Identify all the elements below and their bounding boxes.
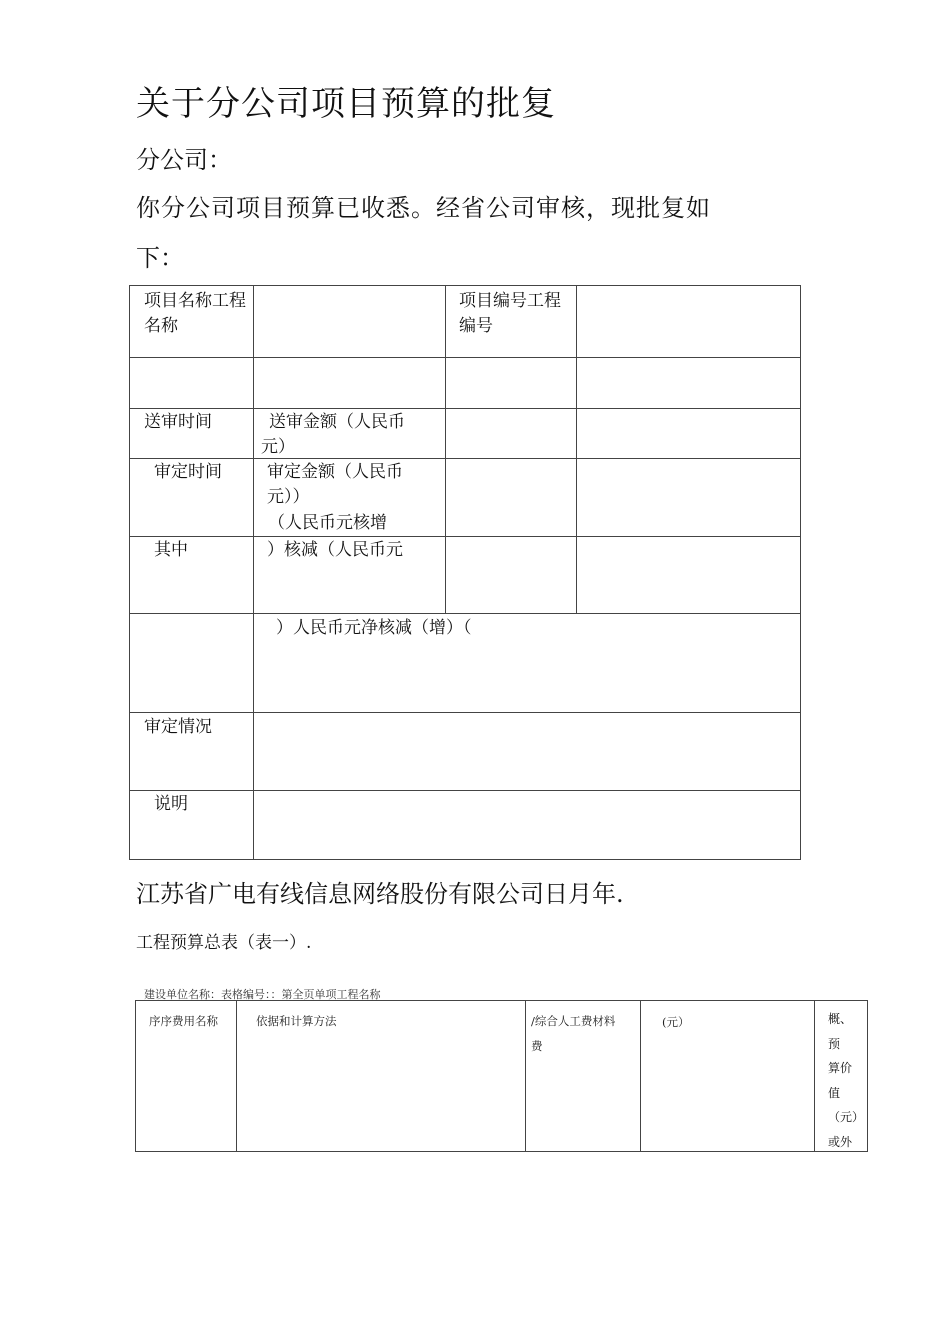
column-divider	[253, 286, 254, 859]
row-divider	[130, 613, 800, 614]
decrease-label: ）核减（人民币元	[267, 540, 403, 560]
column-divider	[576, 286, 577, 613]
budget-value-text: 算价	[828, 1061, 853, 1075]
row-divider	[130, 790, 800, 791]
budget-summary-table	[135, 1000, 868, 1152]
column-divider	[814, 1001, 815, 1151]
fee-name-header: 序序费用名称	[149, 1014, 218, 1028]
budget-table-subtitle: 工程预算总表（表一）.	[136, 933, 312, 953]
signature-line: 江苏省广电有线信息网络股份有限公司日月年.	[136, 880, 624, 908]
submit-time-label: 送审时间	[144, 412, 212, 432]
column-divider	[640, 1001, 641, 1151]
column-divider	[236, 1001, 237, 1151]
project-number-label: 项目编号工程编号	[459, 291, 561, 336]
budget-value-text: （元）	[828, 1110, 865, 1124]
net-decrease-label: ）人民币元净核减（增）（	[276, 618, 472, 638]
budget-value-text: 或外	[828, 1134, 853, 1149]
row-divider	[130, 408, 800, 409]
calculation-method-header: 依据和计算方法	[256, 1014, 337, 1028]
labor-material-header: /综合人工费材料	[531, 1014, 616, 1028]
row-divider	[130, 712, 800, 713]
budget-value-text: 预	[828, 1036, 841, 1051]
budget-value-header	[828, 1007, 865, 1154]
budget-value-text: 概、	[828, 1012, 853, 1026]
project-name-label: 项目名称工程名称	[144, 291, 246, 336]
row-divider	[130, 458, 800, 459]
approve-time-label: 审定时间	[154, 462, 222, 482]
approve-amount-label: 审定金额（人民币元））	[267, 462, 403, 507]
labor-material-header-cont: 费	[531, 1039, 543, 1053]
approval-table	[129, 285, 801, 860]
row-divider	[130, 536, 800, 537]
notes-label: 说明	[154, 794, 188, 814]
unit-yuan-header: (元）	[662, 1015, 690, 1029]
increase-label: （人民币元核增	[268, 513, 387, 533]
of-which-label: 其中	[154, 540, 188, 560]
document-title: 关于分公司项目预算的批复	[136, 84, 556, 124]
column-divider	[445, 286, 446, 613]
submit-amount-label: 送审金额（人民币元）	[261, 412, 405, 457]
salutation: 分公司：	[136, 146, 232, 174]
approval-status-label: 审定情况	[144, 717, 212, 737]
column-divider	[525, 1001, 526, 1151]
body-text-line2: 下：	[136, 244, 184, 272]
body-text-line1: 你分公司项目预算已收悉。经省公司审核，现批复如	[136, 194, 711, 222]
row-divider	[130, 357, 800, 358]
budget-value-text: 值	[828, 1085, 841, 1100]
table-meta-line: 建设单位名称：表格编号：：第全页单项工程名称	[144, 988, 381, 1001]
